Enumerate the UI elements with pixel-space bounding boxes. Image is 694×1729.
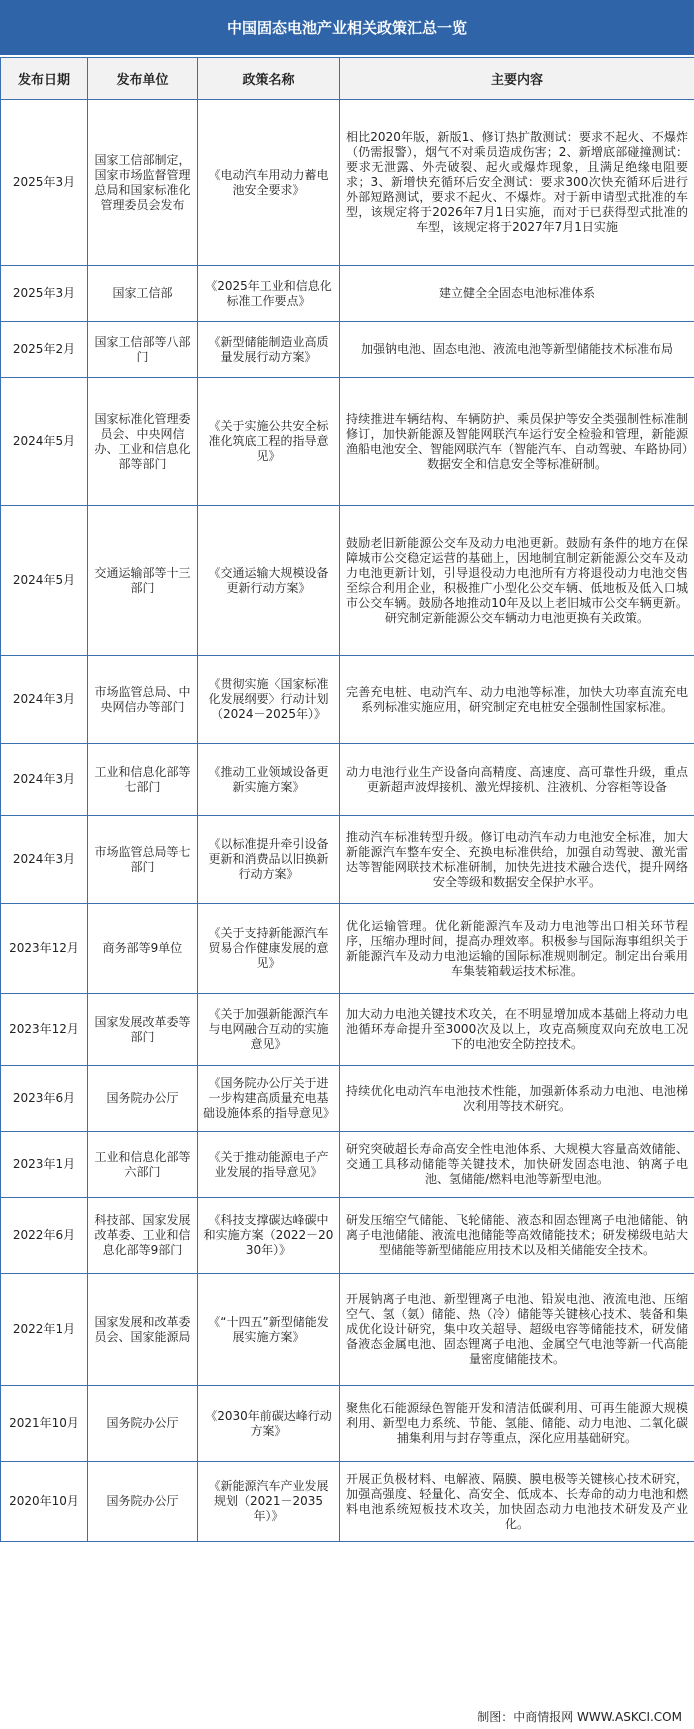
cell-content: 鼓励老旧新能源公交车及动力电池更新。鼓励有条件的地方在保障城市公交稳定运营的基础上，因地制宜制定新能源公交车及动力电池更新计划，引导退役动力电池所有方将退役动力电池交售至综合利用企业，积极推广小型化公交车辆、低地板及低入口城市公交车辆。鼓励各地推动10年及以上老旧城市公交车辆更新。研究制定新能源公交车辆动力电池更换有关政策。	[340, 506, 694, 656]
table-row	[1, 744, 694, 816]
cell-policy: 《新能源汽车产业发展规划（2021－2035年）》	[198, 1462, 340, 1542]
cell-date: 2023年1月	[1, 1132, 88, 1198]
cell-date: 2023年6月	[1, 1066, 88, 1132]
cell-content: 开展钠离子电池、新型锂离子电池、铅炭电池、液流电池、压缩空气、氢（氨）储能、热（冷）储能等关键核心技术、装备和集成优化设计研究，集中攻关超导、超级电容等储能技术，研发储备液态金属电池、固态锂离子电池、金属空气电池等新一代高能量密度储能技术。	[340, 1274, 694, 1386]
table-row	[1, 656, 694, 744]
cell-issuer: 国务院办公厅	[88, 1462, 198, 1542]
cell-content: 持续推进车辆结构、车辆防护、乘员保护等安全类强制性标准制修订，加快新能源及智能网联汽车运行安全检验和管理，新能源渔船电池安全、智能网联汽车（智能汽车、自动驾驶、车路协同）数据安全和信息安全等标准研制。	[340, 378, 694, 506]
policy-table	[0, 57, 694, 1542]
cell-policy: 《“十四五”新型储能发展实施方案》	[198, 1274, 340, 1386]
table-row	[1, 506, 694, 656]
cell-policy: 《新型储能制造业高质量发展行动方案》	[198, 322, 340, 378]
cell-date: 2022年6月	[1, 1198, 88, 1274]
cell-date: 2024年3月	[1, 744, 88, 816]
cell-issuer: 国务院办公厅	[88, 1386, 198, 1462]
cell-date: 2025年2月	[1, 322, 88, 378]
cell-date: 2025年3月	[1, 266, 88, 322]
header-content: 主要内容	[340, 58, 694, 100]
table-row	[1, 904, 694, 994]
cell-date: 2024年3月	[1, 816, 88, 904]
cell-content: 开展正负极材料、电解液、隔膜、膜电极等关键核心技术研究，加强高强度、轻量化、高安全、低成本、长寿命的动力电池和燃料电池系统短板技术攻关，加快固态动力电池技术研发及产业化。	[340, 1462, 694, 1542]
cell-policy: 《科技支撑碳达峰碳中和实施方案（2022－2030年）》	[198, 1198, 340, 1274]
cell-issuer: 商务部等9单位	[88, 904, 198, 994]
cell-policy: 《以标准提升牵引设备更新和消费品以旧换新行动方案》	[198, 816, 340, 904]
table-header-row	[1, 58, 694, 100]
cell-content: 相比2020年版，新版1、修订热扩散测试：要求不起火、不爆炸（仍需报警），烟气不对乘员造成伤害；2、新增底部碰撞测试：要求无泄露、外壳破裂、起火或爆炸现象，且满足绝缘电阻要求；3、新增快充循环后安全测试：要求300次快充循环后进行外部短路测试，要求不起火、不爆炸。对于新申请型式批准的车型，该规定将于2026年7月1日实施，而对于已获得型式批准的车型，该规定将于2027年7月1日实施	[340, 100, 694, 266]
table-row	[1, 1274, 694, 1386]
cell-date: 2020年10月	[1, 1462, 88, 1542]
cell-issuer: 国家标准化管理委员会、中央网信办、工业和信息化部等部门	[88, 378, 198, 506]
table-row	[1, 322, 694, 378]
table-row	[1, 1132, 694, 1198]
cell-issuer: 国家工信部等八部门	[88, 322, 198, 378]
cell-content: 建立健全全固态电池标准体系	[340, 266, 694, 322]
cell-issuer: 工业和信息化部等七部门	[88, 744, 198, 816]
cell-content: 动力电池行业生产设备向高精度、高速度、高可靠性升级，重点更新超声波焊接机、激光焊接机、注液机、分容柜等设备	[340, 744, 694, 816]
cell-issuer: 国家发展改革委等部门	[88, 994, 198, 1066]
cell-date: 2024年5月	[1, 506, 88, 656]
cell-date: 2023年12月	[1, 994, 88, 1066]
page-title: 中国固态电池产业相关政策汇总一览	[0, 0, 694, 57]
header-issuer: 发布单位	[88, 58, 198, 100]
cell-issuer: 交通运输部等十三部门	[88, 506, 198, 656]
cell-policy: 《关于加强新能源汽车与电网融合互动的实施意见》	[198, 994, 340, 1066]
cell-policy: 《交通运输大规模设备更新行动方案》	[198, 506, 340, 656]
table-row	[1, 266, 694, 322]
cell-date: 2025年3月	[1, 100, 88, 266]
cell-issuer: 国务院办公厅	[88, 1066, 198, 1132]
cell-content: 推动汽车标准转型升级。修订电动汽车动力电池安全标准，加大新能源汽车整车安全、充换电标准供给，加强自动驾驶、激光雷达等智能网联技术标准研制，加快先进技术融合迭代，提升网络安全等级和数据安全保护水平。	[340, 816, 694, 904]
cell-issuer: 国家工信部制定，国家市场监督管理总局和国家标准化管理委员会发布	[88, 100, 198, 266]
table-row	[1, 1066, 694, 1132]
cell-date: 2022年1月	[1, 1274, 88, 1386]
table-row	[1, 1198, 694, 1274]
cell-policy: 《关于支持新能源汽车贸易合作健康发展的意见》	[198, 904, 340, 994]
table-row	[1, 816, 694, 904]
cell-content: 完善充电桩、电动汽车、动力电池等标准，加快大功率直流充电系列标准实施应用，研究制定充电桩安全强制性国家标准。	[340, 656, 694, 744]
cell-issuer: 国家工信部	[88, 266, 198, 322]
cell-policy: 《贯彻实施〈国家标准化发展纲要〉行动计划（2024－2025年）》	[198, 656, 340, 744]
cell-issuer: 市场监管总局等七部门	[88, 816, 198, 904]
cell-date: 2024年5月	[1, 378, 88, 506]
cell-issuer: 市场监管总局、中央网信办等部门	[88, 656, 198, 744]
cell-date: 2021年10月	[1, 1386, 88, 1462]
cell-policy: 《2025年工业和信息化标准工作要点》	[198, 266, 340, 322]
cell-issuer: 国家发展和改革委员会、国家能源局	[88, 1274, 198, 1386]
table-body	[1, 100, 694, 1542]
cell-policy: 《关于推动能源电子产业发展的指导意见》	[198, 1132, 340, 1198]
cell-policy: 《国务院办公厅关于进一步构建高质量充电基础设施体系的指导意见》	[198, 1066, 340, 1132]
cell-content: 加强钠电池、固态电池、液流电池等新型储能技术标准布局	[340, 322, 694, 378]
cell-issuer: 工业和信息化部等六部门	[88, 1132, 198, 1198]
cell-issuer: 科技部、国家发展改革委、工业和信息化部等9部门	[88, 1198, 198, 1274]
table-row	[1, 994, 694, 1066]
cell-policy: 《推动工业领域设备更新实施方案》	[198, 744, 340, 816]
cell-date: 2023年12月	[1, 904, 88, 994]
cell-content: 优化运输管理。优化新能源汽车及动力电池等出口相关环节程序，压缩办理时间，提高办理效率。积极参与国际海事组织关于新能源汽车及动力电池运输的国际标准规则制定。制定出台乘用车集装箱载运技术标准。	[340, 904, 694, 994]
table-row	[1, 1462, 694, 1542]
source-credit: 制图：中商情报网 WWW.ASKCI.COM	[477, 1710, 682, 1724]
cell-content: 持续优化电动汽车电池技术性能，加强新体系动力电池、电池梯次利用等技术研究。	[340, 1066, 694, 1132]
cell-policy: 《关于实施公共安全标准化筑底工程的指导意见》	[198, 378, 340, 506]
header-policy: 政策名称	[198, 58, 340, 100]
table-row	[1, 100, 694, 266]
cell-policy: 《电动汽车用动力蓄电池安全要求》	[198, 100, 340, 266]
table-row	[1, 1386, 694, 1462]
header-date: 发布日期	[1, 58, 88, 100]
cell-date: 2024年3月	[1, 656, 88, 744]
cell-content: 加大动力电池关键技术攻关，在不明显增加成本基础上将动力电池循环寿命提升至3000次及以上，攻克高频度双向充放电工况下的电池安全防控技术。	[340, 994, 694, 1066]
cell-policy: 《2030年前碳达峰行动方案》	[198, 1386, 340, 1462]
cell-content: 聚焦化石能源绿色智能开发和清洁低碳利用、可再生能源大规模利用、新型电力系统、节能、氢能、储能、动力电池、二氧化碳捕集利用与封存等重点，深化应用基础研究。	[340, 1386, 694, 1462]
cell-content: 研发压缩空气储能、飞轮储能、液态和固态锂离子电池储能、钠离子电池储能、液流电池储能等高效储能技术；研发梯级电站大型储能等新型储能应用技术以及相关储能安全技术。	[340, 1198, 694, 1274]
cell-content: 研究突破超长寿命高安全性电池体系、大规模大容量高效储能、交通工具移动储能等关键技术，加快研发固态电池、钠离子电池、氢储能/燃料电池等新型电池。	[340, 1132, 694, 1198]
table-row	[1, 378, 694, 506]
